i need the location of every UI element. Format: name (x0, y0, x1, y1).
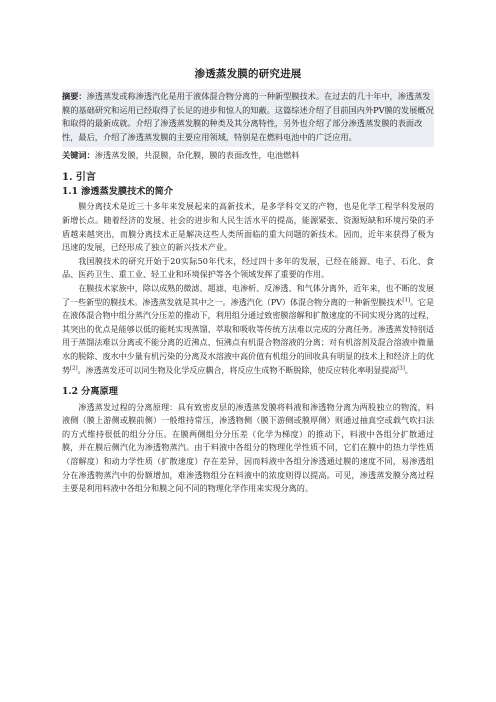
citation: [1] (402, 296, 410, 303)
subsection-heading-principle: 1.2 分离原理 (62, 386, 118, 398)
paragraph: 膜分离技术是近三十多年来发展起来的高新技术，是多学科交叉的产物，也是化学工程学科发展的新增长点。随着经济的发展、社会的进步和人民生活水平的提高，能源紧张、资源短缺和环境污染的矛盾越来越突出，而膜分离技术正是解决这些人类所面临的重大问题的新技术。因而，近年来获得了极为迅速的发展，已经形成了独立的新兴技术产业。 (62, 201, 434, 253)
paragraph-text: 。渗透蒸发还可以同生物及化学反应耦合，将反应生成物不断脱除，使反应转化率明显提高 (77, 364, 398, 375)
keywords-text: 渗透蒸发膜，共混膜，杂化膜，膜的表面改性，电池燃料 (94, 150, 300, 161)
paragraph-text: 。 (404, 364, 413, 375)
paper-title: 渗透蒸发膜的研究进展 (194, 68, 302, 80)
abstract-label: 摘要： (62, 91, 87, 101)
abstract-text: 渗透蒸发或称渗透汽化是用于液体混合物分离的一种新型膜技术。在过去的几十年中，渗透蒸发膜的基础研究和运用已经取得了长足的进步和惊人的知蔽。这篇综述介绍了目前国内外PV膜的发展概况和取得的最新成就。介绍了渗透蒸发膜的种类及其分离特性，另外也介绍了部分渗透蒸发膜的表面改性，最后，介绍了渗透蒸发膜的主要应用领域，特别是在燃料电池中的广泛应用。 (62, 91, 434, 142)
keywords-label: 关键词： (62, 150, 95, 161)
subsection-heading-overview: 1.1 渗透蒸发膜技术的简介 (62, 185, 174, 197)
paragraph (62, 282, 434, 377)
paragraph: 渗透蒸发过程的分离原理：具有致密皮层的渗透蒸发膜将料液和渗透物分离为两股独立的物流，料液侧（膜上游侧或膜前侧）一般维持常压，渗透物侧（膜下游侧或膜厚侧）则通过抽真空或载气吹扫法的方式维持很低的组分分压。在膜两侧组分分压差（化学为梯度）的推动下，料液中各组分扩散通过膜，并在膜后侧汽化为渗透物蒸汽。由于料液中各组分的物理化学性质不同，它们在膜中的热力学性质（溶解度）和动力学性质（扩散速度）存在差异，因而料液中各组分渗透通过膜的速度不同，易渗透组分在渗透物蒸汽中的份额增加，难渗透物组分在料液中的浓度则得以提高。可见，渗透蒸发膜分离过程主要是利用料液中各组分和膜之间不同的物理化学作用来实现分离的。 (62, 401, 434, 494)
paragraph-text: 。它是在液体混合物中组分蒸汽分压差的推动下，利用组分通过致密膜溶解和扩散速度的不同实现分离的过程，其突出的优点是能够以低的能耗实现蒸馏、萃取和吸收等传统方法难以完成的分离任务。渗透蒸发特别适用于蒸馏法难以分离或不能分离的近沸点、恒沸点有机混合物溶液的分离；对有机溶剂及混合溶液中微量水的脱除、废水中少量有机污染的分离及水溶液中高价值有机组分的回收具有明显的技术上和经济上的优势 (62, 296, 434, 375)
paragraph-text: 在膜技术家族中，除以成熟的微滤、超滤、电渗析、反渗透、和气体分离外，近年来，也不断的发展了一些新型的膜技术。渗透蒸发就是其中之一。渗透汽化（PV）体混合物分离的一种新型膜技术 (62, 283, 434, 307)
keywords (62, 149, 434, 163)
paragraph: 我国膜技术的研究开始于20实际50年代末，经过四十多年的发展，已经在能源、电子、石化、食品、医药卫生、重工业、轻工业和环境保护等各个领域发挥了重要的作用。 (62, 255, 434, 280)
abstract (62, 89, 434, 147)
citation: [2] (70, 364, 78, 371)
citation: [3] (397, 364, 405, 371)
section-heading-introduction: 1. 引言 (62, 171, 96, 183)
